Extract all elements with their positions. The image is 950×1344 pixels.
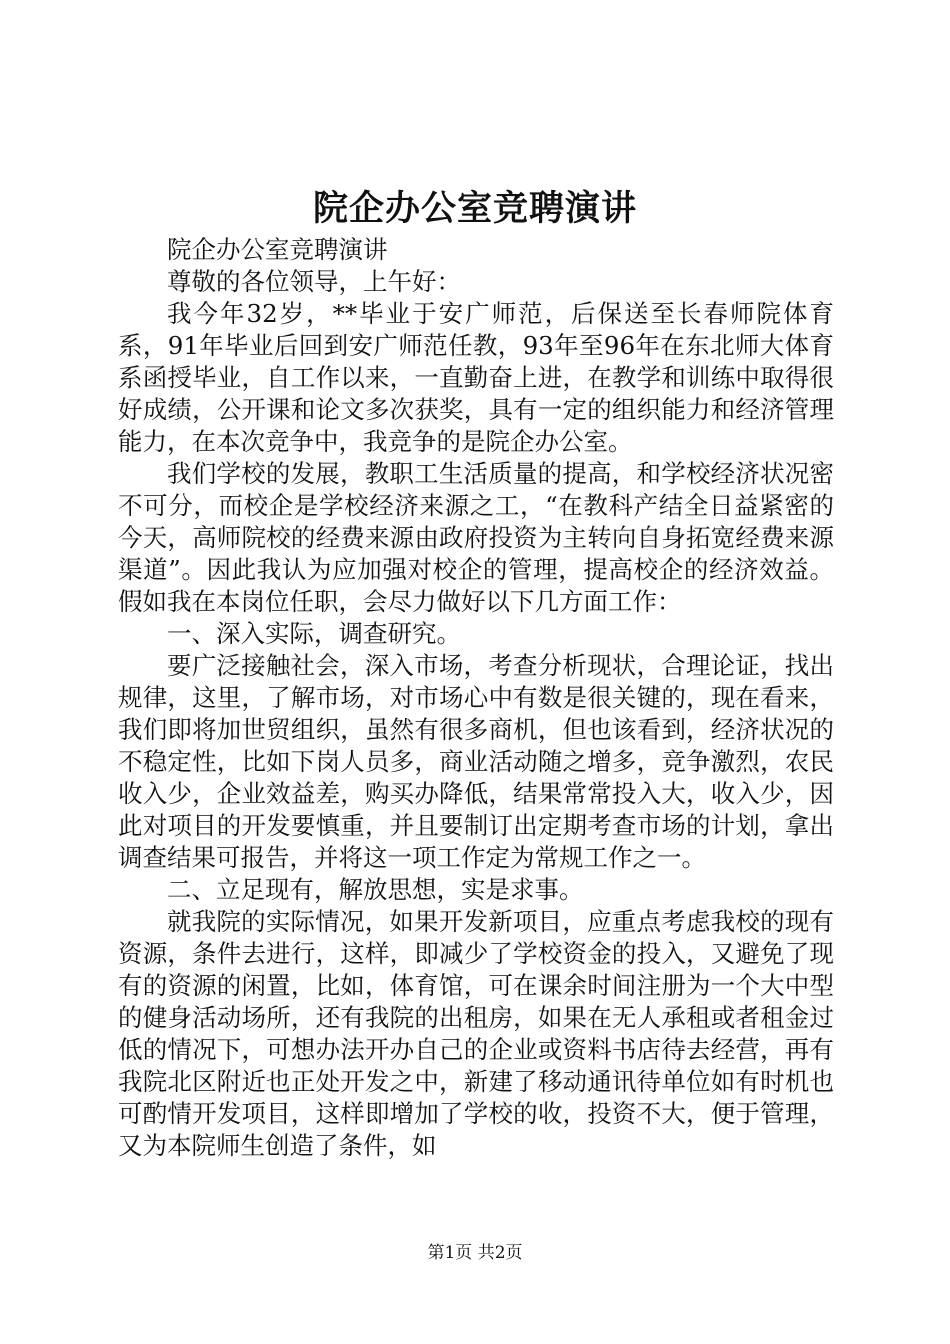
paragraph-resources: 就我院的实际情况，如果开发新项目，应重点考虑我校的现有资源，条件去进行，这样，即减少了学校资金的投入，又避免了现有的资源的闲置，比如，体育馆，可在课余时间注册为一个大中型的健身活动场所，还有我院的出租房，如果在无人承租或者租金过低的情况下，可想办法开办自己的企业或资料书店待去经营，再有我院北区附近也正处开发之中，新建了移动通讯待单位如有时机也可酌情开发项目，这样即增加了学校的收，投资不大，便于管理，又为本院师生创造了条件，如 [118,907,834,1160]
paragraph-heading-1: 一、深入实际，调查研究。 [167,619,461,648]
paragraph-background: 我们学校的发展，教职工生活质量的提高，和学校经济状况密不可分，而校企是学校经济来源之工，“在教科产结全日益紧密的今天，高师院校的经费来源由政府投资为主转向自身拓宽经费来源渠道”。因此我认为应加强对校企的管理，提高校企的经济效益。假如我在本岗位任职，会尽力做好以下几方面工作： [118,459,834,616]
paragraph-self-intro: 我今年32岁，**毕业于安广师范，后保送至长春师院体育系，91年毕业后回到安广师范任教，93年至96年在东北师大体育系函授毕业，自工作以来，一直勤奋上进，在教学和训练中取得很好成绩，公开课和论文多次获奖，具有一定的组织能力和经济管理能力，在本次竞争中，我竞争的是院企办公室。 [118,299,834,456]
paragraph-subtitle: 院企办公室竞聘演讲 [167,235,388,264]
paragraph-heading-2: 二、立足现有，解放思想，实是求事。 [167,875,584,904]
paragraph-market-research: 要广泛接触社会，深入市场，考查分析现状，合理论证，找出规律，这里，了解市场，对市场心中有数是很关键的，现在看来，我们即将加世贸组织，虽然有很多商机，但也该看到，经济状况的不稳定性，比如下岗人员多，商业活动随之增多，竞争激烈，农民收入少，企业效益差，购买办降低，结果常常投入大，收入少，因此对项目的开发要慎重，并且要制订出定期考查市场的计划，拿出调查结果可报告，并将这一项工作定为常规工作之一。 [118,651,834,872]
paragraph-greeting: 尊敬的各位领导，上午好： [167,267,461,296]
document-title: 院企办公室竞聘演讲 [312,188,637,229]
page-footer: 第1页 共2页 [427,1243,523,1263]
document-body [118,234,834,1162]
